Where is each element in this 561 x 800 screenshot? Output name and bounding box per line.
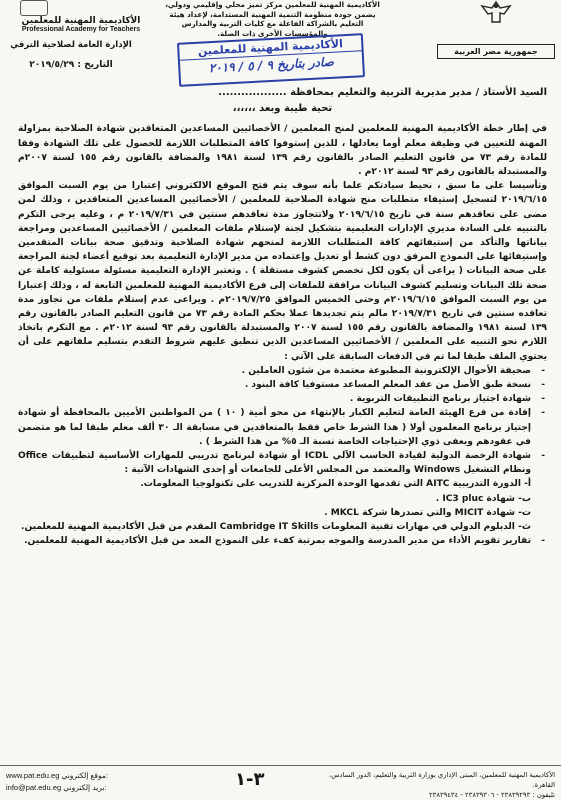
email-label: بريد إلكتروني: xyxy=(63,783,107,792)
letter-date: التاريخ : ٢٠١٩/٥/٢٩ xyxy=(29,60,113,70)
academy-name-en: Professional Academy for Teachers xyxy=(21,26,141,33)
letter-body xyxy=(18,86,547,549)
website-label: موقع إلكتروني: xyxy=(61,771,108,780)
page-number: ٣-١ xyxy=(235,769,265,790)
list-item: - تقارير تقويم الأداء من مدير المدرسة والموجه بمرتبة كفء على النموذج المعد من قبل الأكاديمية المهنية للمعلمين. xyxy=(18,534,533,548)
page-footer xyxy=(0,765,561,800)
academy-logo-icon xyxy=(20,0,48,16)
country-name: جمهورية مصر العربية xyxy=(437,44,555,59)
academy-vision-text: الأكاديمية المهنية للمعلمين مركز تميز محلي وإقليمي ودولي، يضمن جودة منظومة التنمية المهنية المستدامة، لإعداد هيئة التعليم بالشراكة الفاعلة مع كليات التربية والمدارس والمؤسسات الأخرى ذات الصلة. xyxy=(165,0,380,38)
salutation: السيد الأستاذ / مدير مديرية التربية والتعليم بمحافظة .................. xyxy=(218,87,547,98)
sub-item: أ- الدورة التدريبية AITC التي تقدمها الوحدة المركزية للتدريب على تكنولوجيا المعلومات. xyxy=(140,479,531,490)
department-name: الإدارة العامة لصلاحية الترقي xyxy=(10,40,132,50)
sub-item: ث- الدبلوم الدولي في مهارات تقنية المعلومات Cambridge IT Skills المقدم من قبل الأكاديمية المهنية للمعلمين. xyxy=(20,522,531,533)
address-text: الأكاديمية المهنية للمعلمين، المبنى الإداري بوزارة التربية والتعليم، الدور السادس، القاهرة. xyxy=(329,771,555,789)
footer-contacts xyxy=(6,770,108,794)
footer-address xyxy=(325,770,555,800)
email-link[interactable]: info@pat.edu.eg xyxy=(6,783,62,792)
sub-item: ب- شهادة IC3 pluc . xyxy=(435,493,531,504)
issue-stamp xyxy=(177,33,365,87)
stamp-title: الأكاديمية المهنية للمعلمين xyxy=(179,35,362,61)
academy-name-ar: الأكاديمية المهنية للمعلمين xyxy=(21,16,141,26)
required-documents-list-end xyxy=(18,534,547,548)
phone-numbers: تليفون : ٢٣٨٣٩٢٩٣ - ٢٣٨٣٩٣٠٦ - ٢٣٨٣٩٤٣٤ xyxy=(429,791,555,799)
paragraph-instructions: وتأسيسا على ما سبق ، نحيط سيادتكم علما بأنه سوف يتم فتح الموقع الالكتروني إعتبارا من يوم السبت الموافق ٢٠١٩/٦/١٥ لتسجيل إستيفاء متطلبات منح شهادة الصلاحية للمعلمين / الأخصائيين المساعدين المتعاقدين ، وذلك لمن مضى على تعاقدهم سنة في تاريخ ٢٠١٩/٦/١٥ ولاتتجاوز مدة تعاقدهم سنتين في ٢٠١٩/٧/٣١ م ، وعليه يرجى التكرم بالتنبيه على السادة مديري الإدارات التعليمية بتشكيل لجنة لإستلام ملفات المعلمين / الأخصائيين المساعدين ومراجعة بياناتها والتأكد من إستيفائهم كافة المتطلبات اللازمة لمنحهم شهادة الصلاحية وتدقيق صحة بيانات المتقدمين وإستيفائها على النموذج المرفق دون كشط أو تعديل وإعتماده من مدير الإدارة التعليمية بعد توقيع أعضاء لجنة المراجعة على صحة البيانات ( يراعى أن يكون لكل تخصص كشوف مستقلة ) . وتعتبر الإدارة التعليمية مسئولة مسئولية كاملة عن صحة تلك البيانات وتسليم كشوف البيانات مرافقة للملفات إلى فرع الأكاديمية المهنية للمعلمين التابعة له ، وذلك إعتبارا من يوم السبت الموافق ٢٠١٩/٦/١٥م وحتى الخميس الموافق ٢٠١٩/٧/٢٥م . ويراعى عدم إستلام ملفات من تجاوز مدة تعاقده سنتين في تاريخ ٢٠١٩/٧/٣١ مالم يتم تجديدها عملا بحكم المادة رقم ٧٣ من قانون التعليم الصادر بالقانون رقم ١٣٩ لسنة ١٩٨١ والمضافة بالقانون رقم ١٥٥ لسنة ٢٠٠٧ والمستبدلة بالقانون رقم ٩٣ لسنة ٢٠١٢م . مع التكرم باتخاذ اللازم نحو التنبيه على المعلمين / الأخصائيين المساعدين الذين تنطبق عليهم شروط التقدم بتسليم ملفاتهم على أن يحتوي الملف طبقا لما تم في الدفعات السابقة على الآتي : xyxy=(18,181,548,362)
stamp-date: صادر بتاريخ ٩ / ٥ / ٢٠١٩ xyxy=(208,54,335,76)
government-header xyxy=(437,0,555,59)
paragraph-intro: في إطار خطة الأكاديمية المهنية للمعلمين لمنح المعلمين / الأخصائيين المساعدين المتعاقدين شهادة الصلاحية بمزاولة المهنة للتعيين في وظيفة معلم أوما يعادلها ، للذين إستوفوا كافة المتطلبات اللازمة للحصول على تلك الشهادة وفقا للمادة رقم ٧٣ من قانون التعليم الصادر بالقانون رقم ١٣٩ لسنة ١٩٨١ والمضافة بالقانون رقم ١٥٥ لسنة ٢٠٠٧م والمستبدلة بالقانون رقم ٩٣ لسنة ٢٠١٢م . xyxy=(18,124,548,178)
required-documents-list xyxy=(18,364,547,478)
eagle-emblem-icon xyxy=(476,0,516,26)
list-item: - شهادة الرخصة الدولية لقيادة الحاسب الآلي ICDL أو شهادة لبرنامج تدريبي للمهارات الأساسية لتطبيقات Office ونظام التشغيل Windows والمعتمد من المجلس الأعلى للجامعات أو إحدى الشهادات الآتية : xyxy=(18,449,533,477)
list-item: - صحيفة الأحوال الإلكترونية المطبوعة معتمدة من شئون العاملين . xyxy=(18,364,533,378)
website-link[interactable]: www.pat.edu.eg xyxy=(6,771,60,780)
greeting: تحية طيبة وبعد ،،،،،، xyxy=(232,103,333,115)
list-item: - إفادة من فرع الهيئة العامة لتعليم الكبار بالإنتهاء من محو أمية ( ١٠ ) من المواطنين الأميين بالمحافظة أو شهادة إجتياز برنامج المعلمون أولا ( هذا الشرط خاص فقط بالمتعاقدين في مسابقة الـ ٣٠ ألف معلم طبقا لما هو متضمن في عقودهم ويعفى ذوي الإحتياجات الخاصة نسبة الـ ٥% من هذا الشرط ) . xyxy=(18,406,533,449)
list-item: - نسخة طبق الأصل من عقد المعلم المساعد مستوفيا كافة البنود . xyxy=(18,378,533,392)
certificate-options xyxy=(18,477,547,534)
list-item: - شهادة اجتياز برنامج التطبيقات التربوية . xyxy=(18,392,533,406)
sub-item: ت- شهادة MICIT والتي تصدرها شركة MKCL . xyxy=(324,507,531,518)
